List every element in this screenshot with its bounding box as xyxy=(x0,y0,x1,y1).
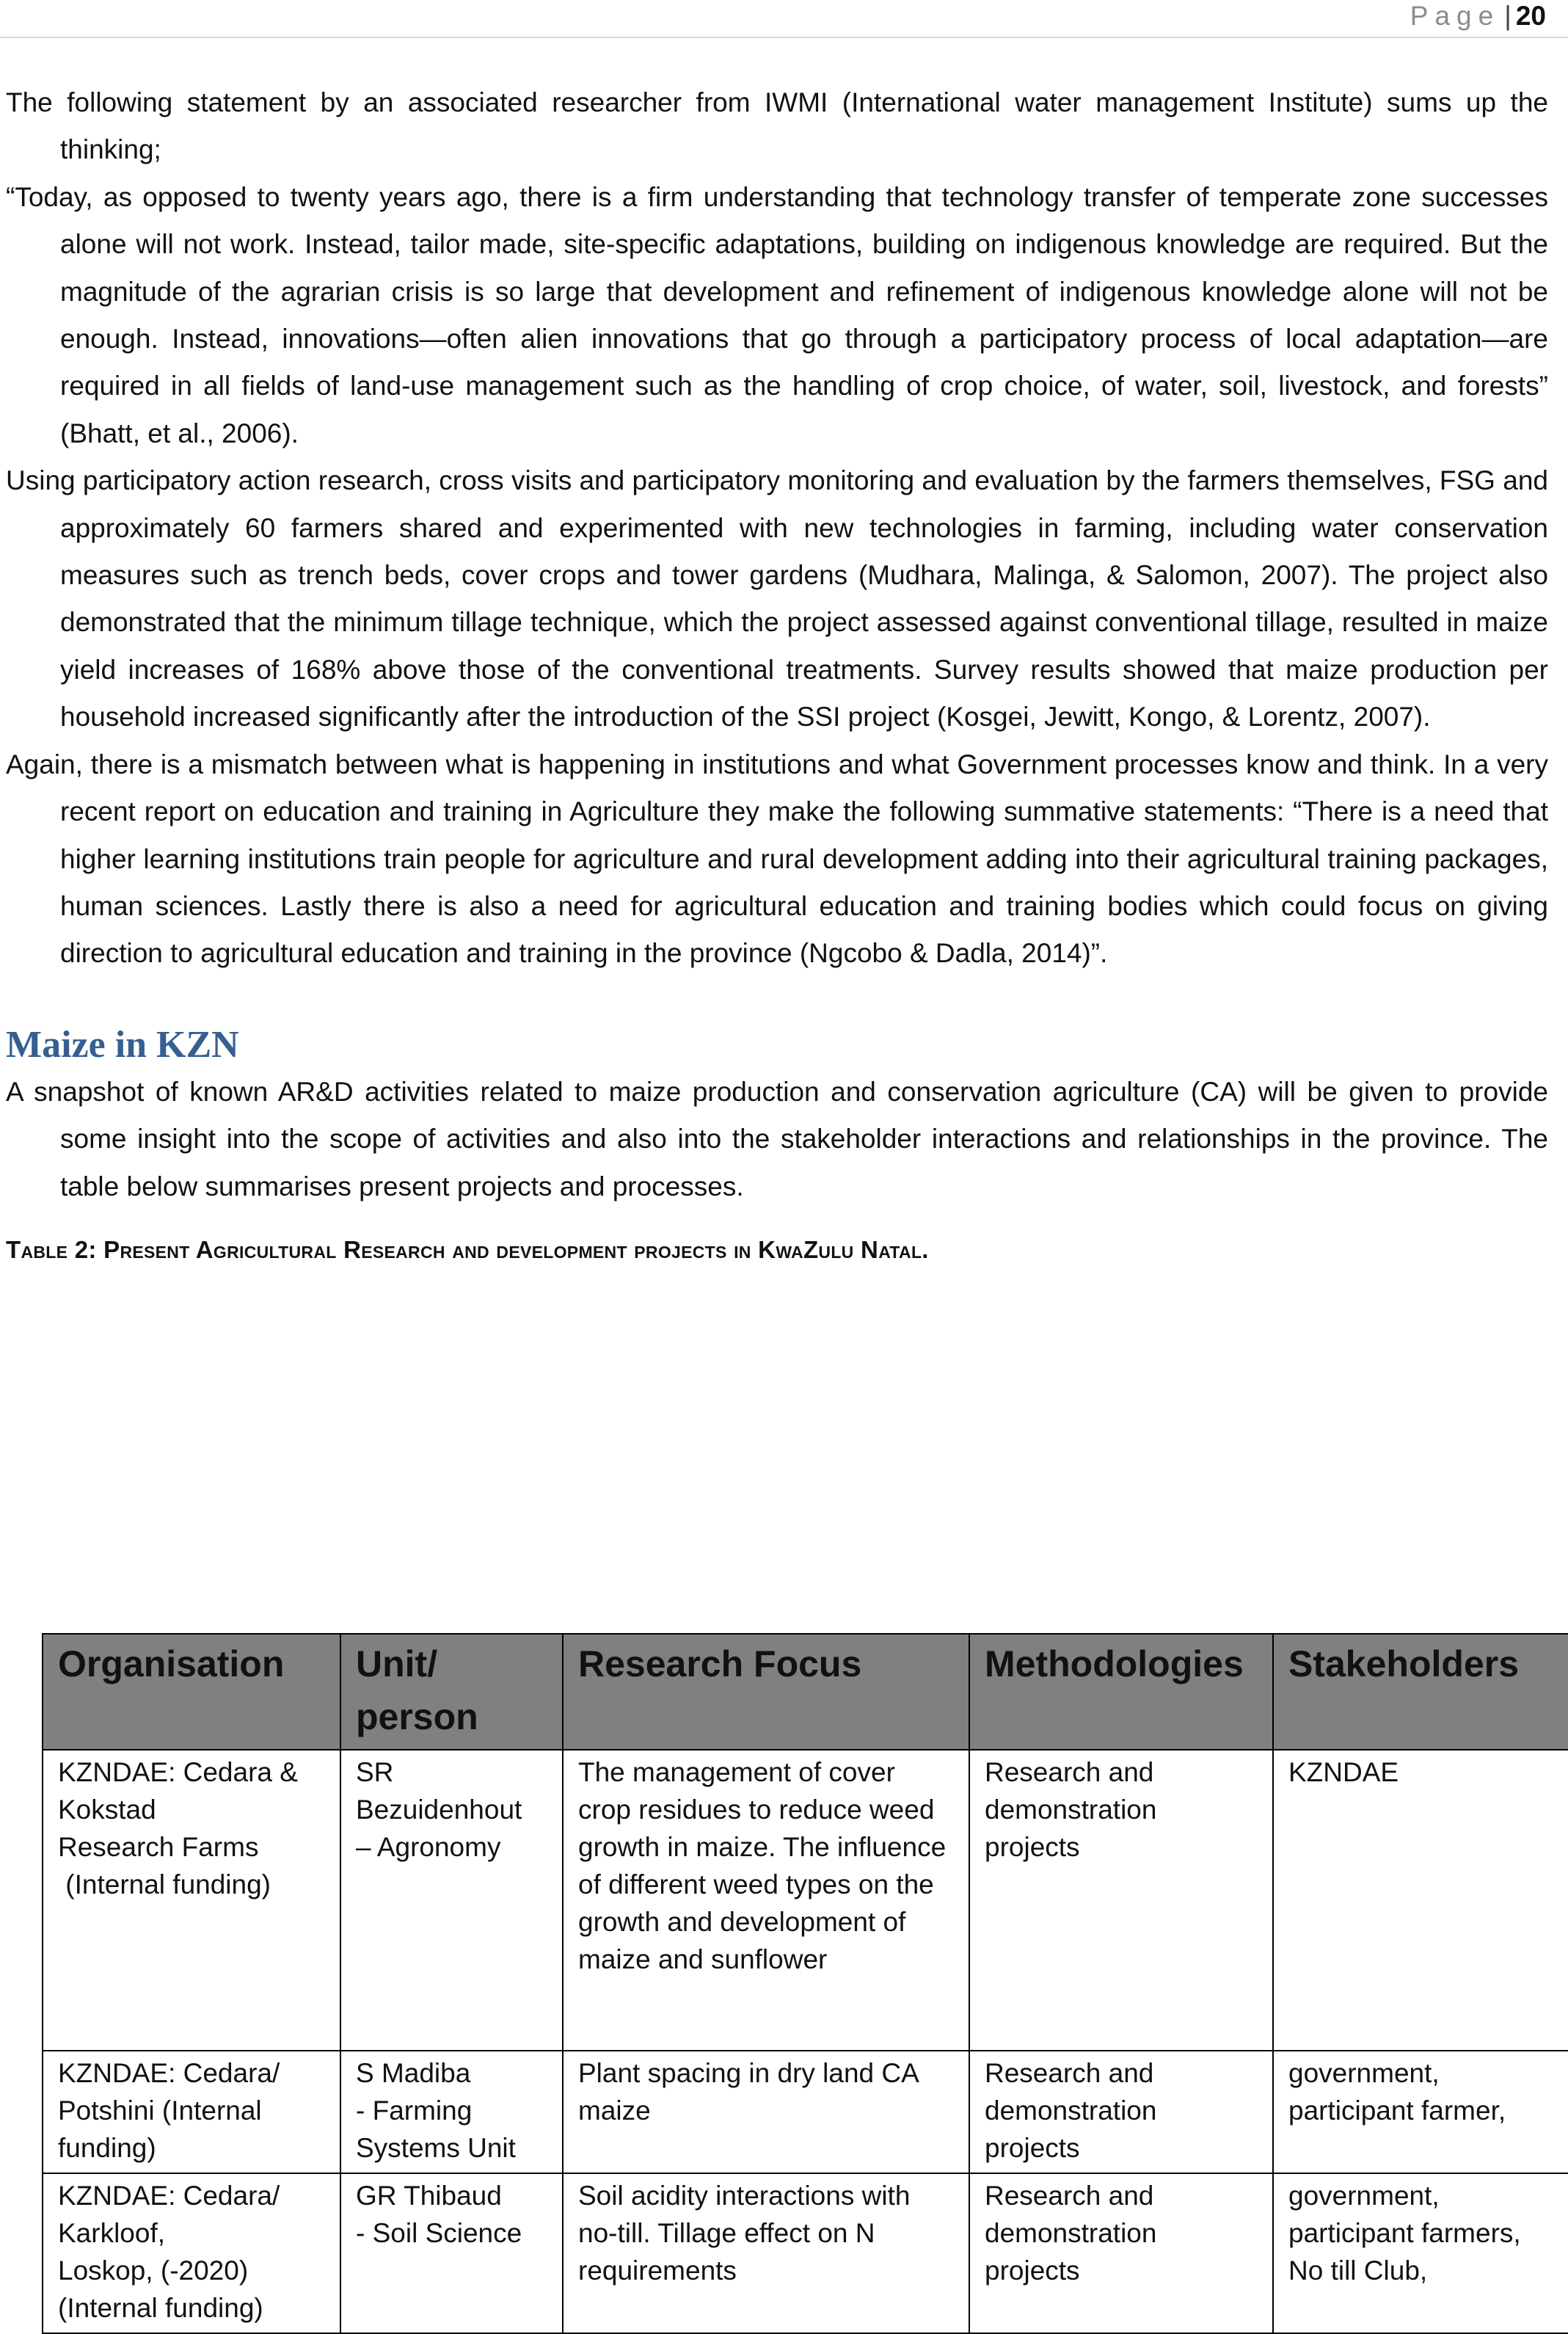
table-row xyxy=(43,2173,1568,2333)
table-header-row xyxy=(43,1634,1568,1750)
page-number: 20 xyxy=(1515,1,1546,31)
cell-line: (Internal funding) xyxy=(58,1869,271,1899)
projects-table xyxy=(42,1633,1568,2334)
cell-organisation xyxy=(43,2051,340,2173)
cell-methodologies: Research and demonstration projects xyxy=(969,2051,1273,2173)
cell-line: Research Farms xyxy=(58,1832,259,1862)
cell-line: KZNDAE: Cedara/ xyxy=(58,2181,280,2211)
cell-methodologies: Research and demonstration projects xyxy=(969,1750,1273,2051)
table-row xyxy=(43,2051,1568,2173)
cell-research-focus: The management of cover crop residues to reduce weed growth in maize. The influence of different weed types on the growth and development of maize and sunflower xyxy=(563,1750,969,2051)
cell-line: GR Thibaud xyxy=(356,2181,502,2211)
cell-methodologies: Research and demonstration projects xyxy=(969,2173,1273,2333)
cell-research-focus: Soil acidity interactions with no-till. Tillage effect on N requirements xyxy=(563,2173,969,2333)
header-organisation: Organisation xyxy=(43,1634,340,1750)
cell-line: Bezuidenhout xyxy=(356,1795,522,1825)
header-unit-line-2: person xyxy=(356,1696,478,1737)
cell-line: Karkloof, xyxy=(58,2218,166,2248)
table-caption: Table 2: Present Agricultural Research and development projects in KwaZulu Natal. xyxy=(6,1235,929,1263)
cell-line: - Farming xyxy=(356,2095,473,2126)
table-row xyxy=(43,1750,1568,2051)
page-separator: | xyxy=(1504,1,1512,31)
cell-line: S Madiba xyxy=(356,2058,471,2088)
cell-line: Systems Unit xyxy=(356,2133,516,2163)
cell-research-focus: Plant spacing in dry land CA maize xyxy=(563,2051,969,2173)
cell-line: KZNDAE: Cedara & xyxy=(58,1757,298,1787)
paragraph-snapshot: A snapshot of known AR&D activities related to maize production and conservation agriculture (CA) will be given to provide some insight into the scope of activities and also into the stakeholder interactions and relationships in the province. The table below summarises present projects and processes. xyxy=(6,1076,1548,1201)
paragraph-institutions: Again, there is a mismatch between what is happening in institutions and what Government processes know and think. In a very recent report on education and training in Agriculture they make the following summative statements: “There is a need that higher learning institutions train people for agriculture and rural development adding into their agricultural training packages, human sciences. Lastly there is also a need for agricultural education and training bodies which could focus on giving direction to agricultural education and training in the province (Ngcobo & Dadla, 2014)”. xyxy=(6,749,1548,969)
cell-line: Potshini (Internal xyxy=(58,2095,262,2126)
cell-line: funding) xyxy=(58,2133,156,2163)
cell-line: (Internal funding) xyxy=(58,2293,263,2323)
cell-line: KZNDAE: Cedara/ xyxy=(58,2058,280,2088)
cell-line: – Agronomy xyxy=(356,1832,501,1862)
cell-unit xyxy=(340,2173,563,2333)
document-body xyxy=(6,79,1548,1266)
cell-line: Kokstad xyxy=(58,1795,156,1825)
page-number-label xyxy=(1410,1,1546,31)
paragraph-quote: “Today, as opposed to twenty years ago, there is a firm understanding that technology transfer of temperate zone successes alone will not work. Instead, tailor made, site-specific adaptations, building on indigenous knowledge are required. But the magnitude of the agrarian crisis is so large that development and refinement of indigenous knowledge alone will not be enough. Instead, innovations—often alien innovations that go through a participatory process of local adaptation—are required in all fields of land-use management such as the handling of crop choice, of water, soil, livestock, and forests” (Bhatt, et al., 2006). xyxy=(6,181,1548,448)
cell-unit xyxy=(340,2051,563,2173)
cell-unit xyxy=(340,1750,563,2051)
header-unit-person xyxy=(340,1634,563,1750)
cell-stakeholders: KZNDAE xyxy=(1273,1750,1568,2051)
page-header xyxy=(0,0,1568,38)
cell-stakeholders: government, participant farmers, No till Club, xyxy=(1273,2173,1568,2333)
cell-line: Loskop, (-2020) xyxy=(58,2255,249,2286)
cell-line: SR xyxy=(356,1757,394,1787)
cell-line: - Soil Science xyxy=(356,2218,522,2248)
section-heading: Maize in KZN xyxy=(6,1023,239,1066)
paragraph-intro: The following statement by an associated researcher from IWMI (International water management Institute) sums up the thinking; xyxy=(6,87,1548,165)
header-research-focus: Research Focus xyxy=(563,1634,969,1750)
paragraph-participatory-research: Using participatory action research, cross visits and participatory monitoring and evaluation by the farmers themselves, FSG and approximately 60 farmers shared and experimented with new technologies in farming, including water conservation measures such as trench beds, cover crops and tower gardens (Mudhara, Malinga, & Salomon, 2007). The project also demonstrated that the minimum tillage technique, which the project assessed against conventional tillage, resulted in maize yield increases of 168% above those of the conventional treatments. Survey results showed that maize production per household increased significantly after the introduction of the SSI project (Kosgei, Jewitt, Kongo, & Lorentz, 2007). xyxy=(6,465,1548,732)
cell-organisation xyxy=(43,2173,340,2333)
header-unit-line-1: Unit/ xyxy=(356,1643,438,1684)
cell-organisation xyxy=(43,1750,340,2051)
header-stakeholders: Stakeholders xyxy=(1273,1634,1568,1750)
page-word: Page xyxy=(1410,1,1500,31)
header-methodologies: Methodologies xyxy=(969,1634,1273,1750)
cell-stakeholders: government, participant farmer, xyxy=(1273,2051,1568,2173)
